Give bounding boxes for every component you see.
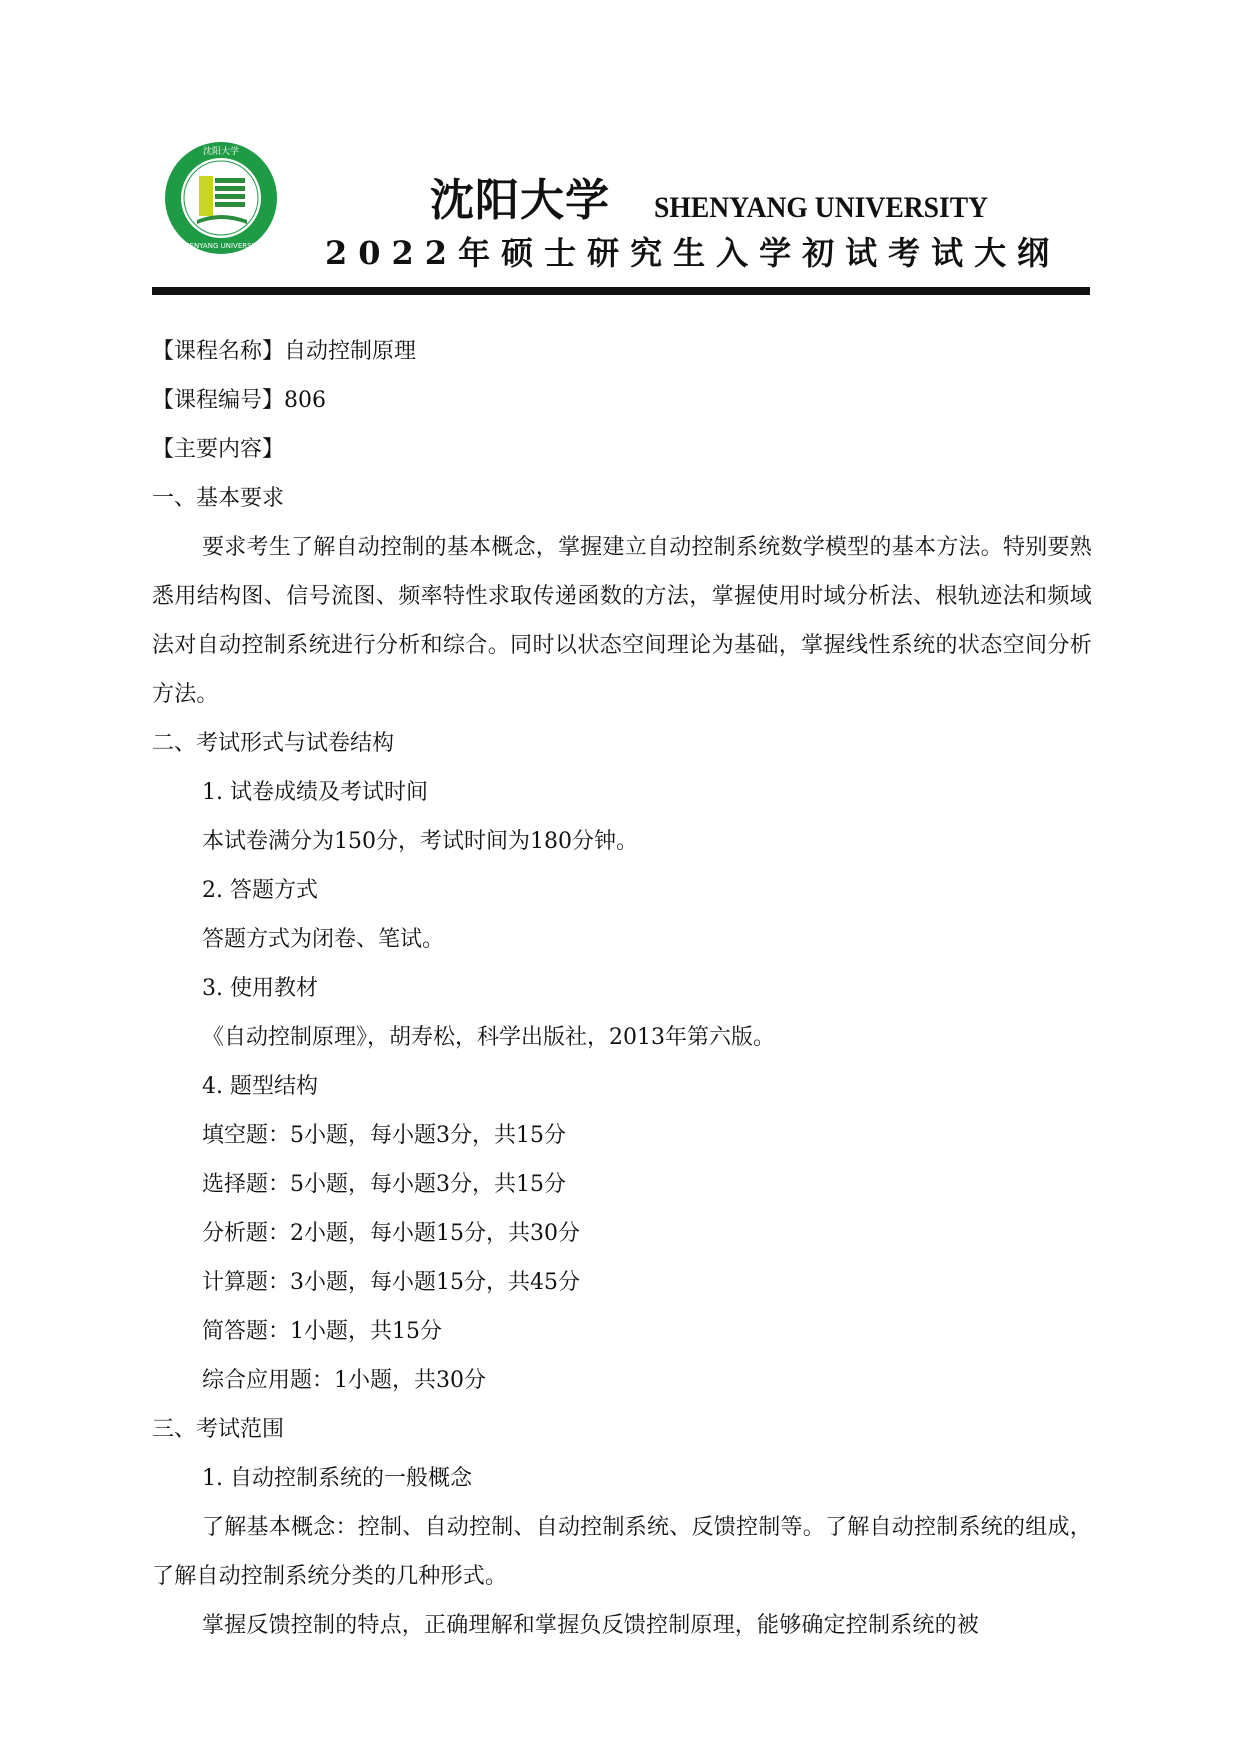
question-type-item: 选择题：5小题，每小题3分，共15分 — [202, 1172, 566, 1197]
section-2-1-heading: 1. 试卷成绩及考试时间 — [202, 780, 428, 805]
main-content-label: 【主要内容】 — [152, 437, 285, 462]
section-3-1-paragraph-1: 了解基本概念：控制、自动控制、自动控制系统、反馈控制等。了解自动控制系统的组成，了解自动控制系统分类的几种形式。 — [152, 1515, 1092, 1589]
course-name: 【课程名称】自动控制原理 — [152, 339, 417, 364]
question-type-item: 综合应用题：1小题，共30分 — [202, 1368, 486, 1393]
section-2-3-text: 《自动控制原理》，胡寿松，科学出版社，2013年第六版。 — [202, 1025, 775, 1050]
document-title: 2022年硕士研究生入学初试考试大纲 — [325, 234, 1061, 272]
university-logo — [163, 140, 279, 256]
section-2-2-text: 答题方式为闭卷、笔试。 — [202, 927, 445, 952]
question-type-item: 分析题：2小题，每小题15分，共30分 — [202, 1221, 580, 1246]
question-type-item: 简答题：1小题，共15分 — [202, 1319, 442, 1344]
section-2-1-text: 本试卷满分为150分，考试时间为180分钟。 — [202, 829, 638, 854]
course-code: 【课程编号】806 — [152, 388, 326, 413]
question-type-item: 填空题：5小题，每小题3分，共15分 — [202, 1123, 566, 1148]
question-type-item: 计算题：3小题，每小题15分，共45分 — [202, 1270, 580, 1295]
logo-ring-text-en: SHENYANG UNIVERSITY — [179, 242, 263, 250]
section-1-paragraph: 要求考生了解自动控制的基本概念，掌握建立自动控制系统数学模型的基本方法。特别要熟悉用结构图、信号流图、频率特性求取传递函数的方法，掌握使用时域分析法、根轨迹法和频域法对自动控制系统进行分析和综合。同时以状态空间理论为基础，掌握线性系统的状态空间分析方法。 — [152, 535, 1092, 707]
section-3-1-heading: 1. 自动控制系统的一般概念 — [202, 1466, 472, 1491]
document-body — [152, 327, 1092, 1650]
section-2-4-heading: 4. 题型结构 — [202, 1074, 318, 1099]
section-2-2-heading: 2. 答题方式 — [202, 878, 318, 903]
header-divider — [152, 287, 1090, 295]
school-brand — [430, 163, 990, 226]
school-name-cn: 沈阳大学 — [430, 175, 610, 226]
section-3-heading: 三、考试范围 — [152, 1417, 285, 1442]
shenyang-university-seal-icon — [163, 140, 279, 256]
section-3-1-paragraph-2: 掌握反馈控制的特点，正确理解和掌握负反馈控制原理，能够确定控制系统的被 — [202, 1613, 980, 1638]
section-2-3-heading: 3. 使用教材 — [202, 976, 318, 1001]
section-2-heading: 二、考试形式与试卷结构 — [152, 731, 395, 756]
logo-ring-text: 沈阳大学 — [202, 147, 240, 157]
school-name-en: SHENYANG UNIVERSITY — [654, 191, 989, 224]
section-1-heading: 一、基本要求 — [152, 486, 285, 511]
